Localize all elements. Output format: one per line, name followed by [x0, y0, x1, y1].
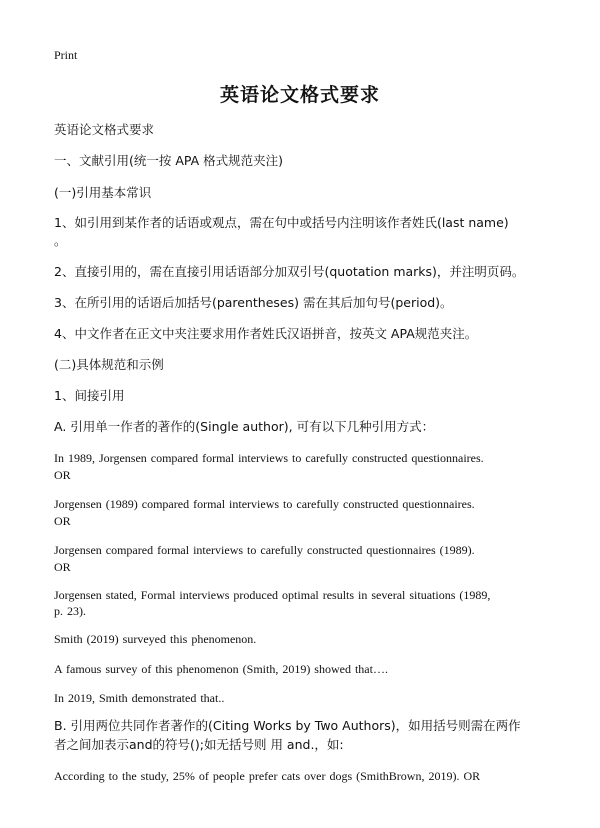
rule-2: 2、直接引用的，需在直接引用话语部分加双引号(quotation marks)，并注明页码。 [54, 264, 525, 279]
example-or: OR [54, 468, 71, 482]
example-line: A famous survey of this phenomenon (Smith, 2019) showed that…. [54, 662, 388, 676]
example-line: In 2019, Smith demonstrated that.. [54, 691, 225, 705]
subsection-heading-basics: (一)引用基本常识 [54, 185, 152, 200]
example-line: In 1989, Jorgensen compared formal interviews to carefully constructed questionnaires. [54, 451, 484, 465]
rule-4: 4、中文作者在正文中夹注要求用作者姓氏汉语拼音，按英文 APA规范夹注。 [54, 326, 478, 341]
print-label: Print [54, 48, 78, 62]
example-line: Jorgensen stated, Formal interviews produced optimal results in several situations (1989, [54, 588, 491, 602]
two-authors-heading: B. 引用两位共同作者著作的(Citing Works by Two Authors)，如用括号则需在两作 [54, 718, 521, 733]
example-line: According to the study, 25% of people prefer cats over dogs (SmithBrown, 2019). OR [54, 769, 481, 783]
example-line-continued: p. 23). [54, 604, 86, 618]
rule-3: 3、在所引用的话语后加括号(parentheses) 需在其后加句号(period)。 [54, 295, 453, 310]
subtitle-line: 英语论文格式要求 [54, 122, 155, 137]
example-line: Smith (2019) surveyed this phenomenon. [54, 632, 257, 646]
page-title: 英语论文格式要求 [219, 84, 380, 106]
subsection-heading-examples: (二)具体规范和示例 [54, 357, 164, 372]
example-or: OR [54, 560, 71, 574]
two-authors-heading-continued: 者之间加表示and的符号();如无括号则 用 and.，如: [54, 737, 344, 752]
rule-1: 1、如引用到某作者的话语或观点，需在句中或括号内注明该作者姓氏(last name) [54, 215, 509, 230]
indirect-citation-heading: 1、间接引用 [54, 388, 125, 403]
example-line: Jorgensen (1989) compared formal interviews to carefully constructed questionnaires. [54, 497, 475, 511]
example-line: Jorgensen compared formal interviews to carefully constructed questionnaires (1989). [54, 543, 475, 557]
rule-1-continued: 。 [54, 233, 67, 248]
example-or: OR [54, 514, 71, 528]
single-author-heading: A. 引用单一作者的著作的(Single author), 可有以下几种引用方式： [54, 419, 435, 434]
section-heading-citation: 一、文献引用(统一按 APA 格式规范夹注) [54, 153, 284, 168]
